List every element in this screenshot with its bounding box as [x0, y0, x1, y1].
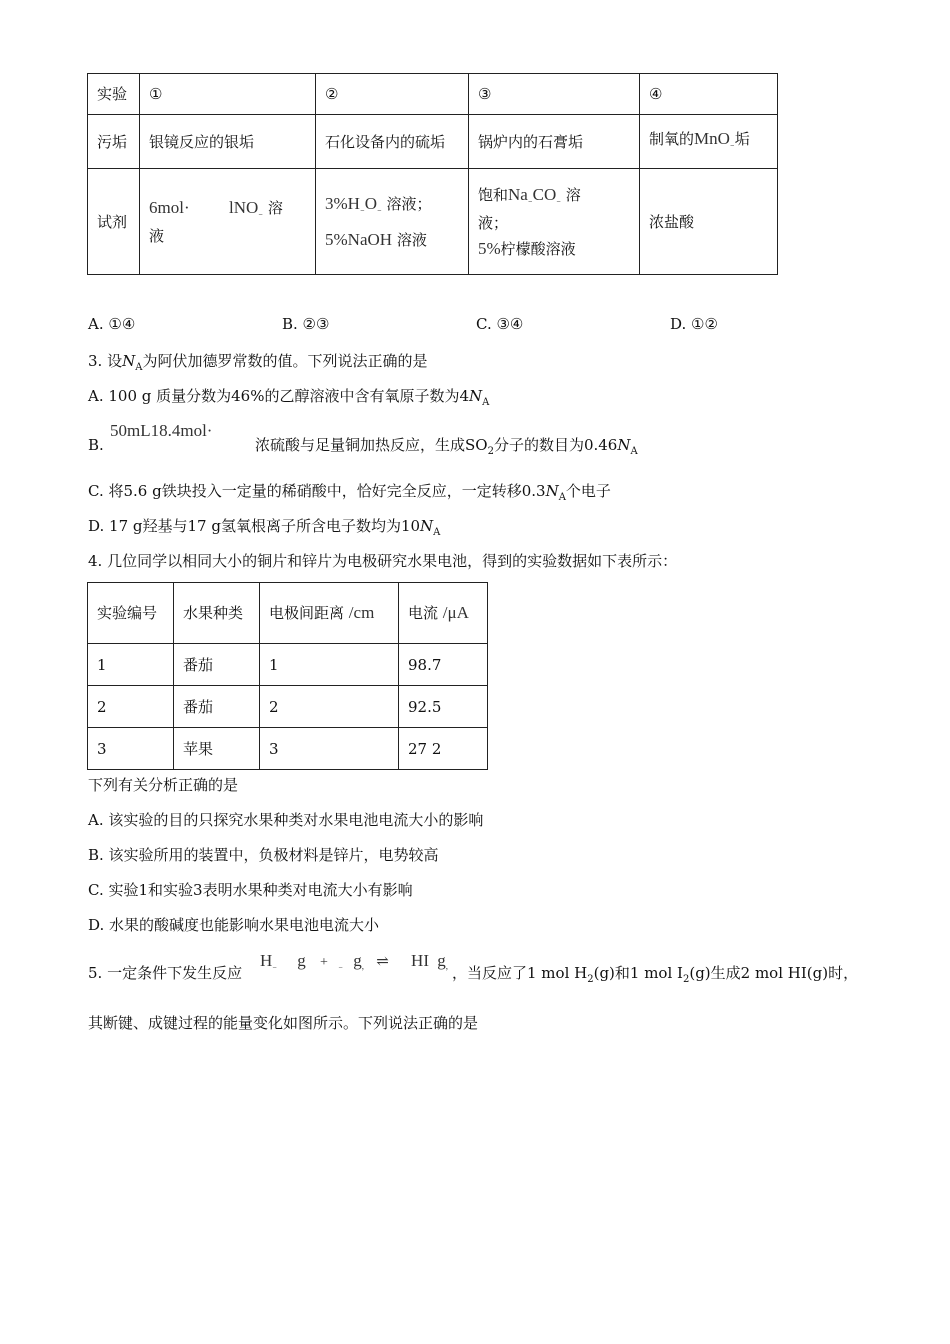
formula: g — [353, 951, 362, 970]
text: C. 将5.6 g铁块投入一定量的稀硝酸中，恰好完全反应，一定转移0.3 — [88, 482, 546, 500]
text: (g)生成2 mol HI(g)时， — [689, 964, 859, 982]
table-cell: 2 — [88, 686, 174, 728]
text: 2 — [682, 974, 690, 985]
formula: /μA — [442, 603, 469, 622]
cell-text: 溶液； — [386, 194, 432, 213]
text: 2 — [587, 974, 594, 985]
formula: 6mol· — [149, 197, 190, 217]
text: N — [545, 482, 559, 500]
text: A. 100 g 质量分数为46%的乙醇溶液中含有氧原子数为4 — [88, 387, 470, 405]
question-5-stem — [88, 950, 878, 986]
table-cell: 番茄 — [174, 644, 260, 686]
table-cell: 1 — [88, 644, 174, 686]
text: B. — [88, 436, 104, 454]
table-row — [88, 644, 488, 686]
table-header — [260, 583, 399, 644]
formula: + — [320, 955, 328, 970]
table-cell: ① — [140, 74, 316, 115]
table-cell: 制氧的MnO$_{_-}$垢 — [640, 115, 778, 169]
cell-text: 制氧的 — [649, 129, 695, 148]
text: 电流 — [408, 604, 439, 622]
question-3-option-d — [88, 515, 440, 544]
formula: H — [260, 951, 273, 970]
text: 3. 设 — [88, 352, 123, 370]
option-a: A. ①④ — [88, 315, 136, 333]
table-row — [88, 583, 488, 644]
text: 2 — [487, 446, 494, 457]
text: A — [482, 397, 490, 408]
formula: CO — [532, 184, 557, 204]
table-cell: 3 — [260, 728, 399, 770]
table-cell: 试剂 — [88, 169, 140, 275]
text: N — [122, 352, 136, 370]
table-cell: 污垢 — [88, 115, 140, 169]
formula: lNO — [229, 197, 259, 217]
table-header: 实验编号 — [88, 583, 174, 644]
table-cell: ② — [316, 74, 469, 115]
cell-text: 饱和 — [478, 185, 509, 204]
text: A — [630, 446, 638, 457]
formula: Na — [508, 184, 528, 204]
formula: 5% — [478, 238, 501, 258]
cell-text: 液 — [149, 226, 165, 245]
formula: O — [364, 193, 377, 213]
cell-text: 溶液 — [396, 230, 427, 249]
cell-text: 柠檬酸溶液 — [500, 239, 576, 258]
table-row — [88, 686, 488, 728]
text: 个电子 — [565, 482, 611, 500]
table-cell: 1 — [260, 644, 399, 686]
text: 为阿伏加德罗常数的值。下列说法正确的是 — [142, 352, 428, 370]
question-4-stem: 4. 几位同学以相同大小的铜片和锌片为电极研究水果电池，得到的实验数据如下表所示： — [88, 552, 678, 570]
question-4-option-a: A. 该实验的目的只探究水果种类对水果电池电流大小的影响 — [88, 811, 484, 829]
text: (g)和1 mol I — [593, 964, 683, 982]
text: N — [617, 436, 631, 454]
fruit-battery-table — [87, 582, 488, 770]
text: 浓硫酸与足量铜加热反应，生成SO — [255, 436, 488, 454]
table-cell: 饱和$Na_{_-}CO_{_-}$ 溶 液； 5%柠檬酸溶液 — [469, 169, 640, 275]
formula: MnO — [694, 128, 730, 148]
table-cell: 石化设备内的硫垢 — [316, 115, 469, 169]
question-5-stem-line-2: 其断键、成键过程的能量变化如图所示。下列说法正确的是 — [88, 1014, 479, 1032]
table-cell: 6mol· lNO$_{_-}$ 溶 液 — [140, 169, 316, 275]
text: 电极间距离 — [269, 604, 345, 622]
cell-text: 溶 — [565, 185, 581, 204]
table-cell: 2 — [260, 686, 399, 728]
table-cell: 27 2 — [399, 728, 488, 770]
table-cell: 银镜反应的银垢 — [140, 115, 316, 169]
formula: g — [437, 951, 446, 970]
table-cell: 3 — [88, 728, 174, 770]
option-d: D. ①② — [670, 315, 718, 333]
table-cell: 实验 — [88, 74, 140, 115]
question-3-option-c — [88, 480, 611, 509]
text: D. 17 g羟基与17 g氢氧根离子所含电子数均为10 — [88, 517, 421, 535]
cell-text: 溶 — [267, 198, 283, 217]
option-c: C. ③④ — [476, 315, 524, 333]
formula: g — [297, 951, 306, 970]
cell-text: 液； — [478, 213, 509, 232]
table-row — [88, 728, 488, 770]
formula: 5%NaOH — [325, 229, 393, 249]
text: 5. 一定条件下发生反应 — [88, 964, 243, 982]
question-3-option-a — [88, 385, 489, 414]
formula: 3%H — [325, 193, 360, 213]
option-b: B. ②③ — [282, 315, 330, 333]
table-row — [88, 169, 778, 275]
table-row — [88, 74, 778, 115]
formula: 50mL18.4mol· — [110, 421, 213, 440]
table-row — [88, 115, 778, 169]
text: N — [420, 517, 434, 535]
formula: HI — [411, 951, 429, 970]
text: ，当反应了1 mol H — [452, 964, 588, 982]
text: A — [135, 362, 143, 373]
question-4-option-d: D. 水果的酸碱度也能影响水果电池电流大小 — [88, 916, 380, 934]
table-cell: ③ — [469, 74, 640, 115]
table-header — [399, 583, 488, 644]
cell-text: 垢 — [734, 129, 750, 148]
question-4-option-c: C. 实验1和实验3表明水果种类对电流大小有影响 — [88, 881, 413, 899]
question-3-stem — [88, 350, 427, 379]
table-header: 水果种类 — [174, 583, 260, 644]
text: A — [433, 527, 441, 538]
question-4-prompt: 下列有关分析正确的是 — [88, 776, 239, 794]
table-cell: ④ — [640, 74, 778, 115]
formula: /cm — [348, 603, 375, 622]
formula: ⇌ — [376, 954, 389, 970]
table-cell: $3\%H_{_-}O_{_-}$ 溶液； 5%NaOH 溶液 — [316, 169, 469, 275]
text: A — [558, 492, 566, 503]
question-4-option-b: B. 该实验所用的装置中，负极材料是锌片，电势较高 — [88, 846, 439, 864]
text: N — [469, 387, 483, 405]
table-cell: 92.5 — [399, 686, 488, 728]
reaction-equation: $H_{_-}$ g + $_{_-}$ $g_,$ ⇌ HI $g_,$ — [260, 951, 448, 971]
reagent-table — [87, 73, 778, 275]
table-cell: 苹果 — [174, 728, 260, 770]
table-cell: 锅炉内的石膏垢 — [469, 115, 640, 169]
table-cell: 98.7 — [399, 644, 488, 686]
table-cell: 浓盐酸 — [640, 169, 778, 275]
table-cell: 番茄 — [174, 686, 260, 728]
text: 分子的数目为0.46 — [493, 436, 618, 454]
